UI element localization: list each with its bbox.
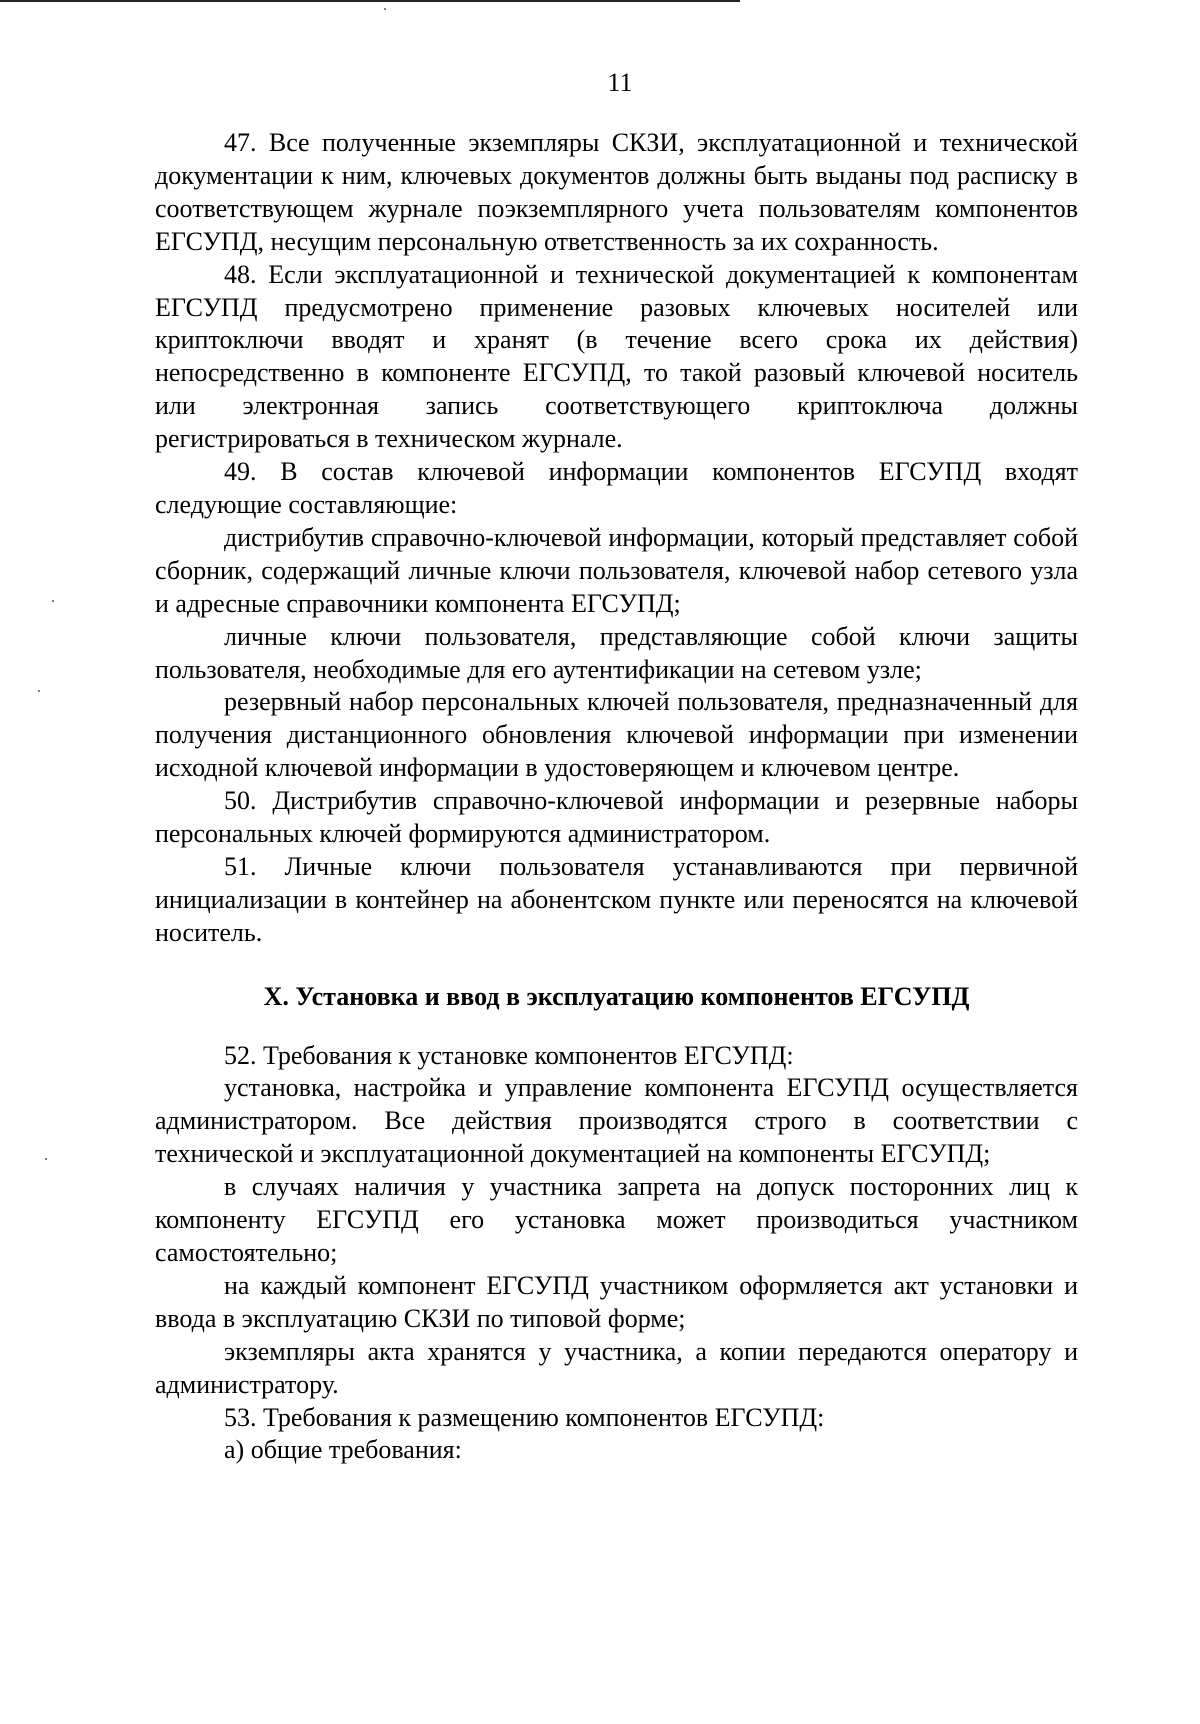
paragraph-49: 49. В состав ключевой информации компонентов ЕГСУПД входят следующие составляющие: <box>155 457 1078 519</box>
page-number: 11 <box>607 68 633 97</box>
scan-top-edge <box>0 0 740 2</box>
paragraph-48: 48. Если эксплуатационной и технической документацией к компонентам ЕГСУПД предусмотрено применение разовых ключевых носителей или криптоключи вводят и хранят (в течение всего срока их действия) непосредственно в компоненте ЕГСУПД, то такой разовый ключевой носитель или электронная запись соответствующего криптоключа должны регистрироваться в техническом журнале. <box>155 259 1078 454</box>
paragraph-47: 47. Все полученные экземпляры СКЗИ, эксплуатационной и технической документации к ним, ключевых документов должны быть выданы под расписку в соответствующем журнале поэкземплярного учета пользователям компонентов ЕГСУПД, несущим персональную ответственность за их сохранность. <box>155 128 1078 256</box>
document-body <box>155 127 1078 1467</box>
paragraph-52-item-act: на каждый компонент ЕГСУПД участником оформляется акт установки и ввода в эксплуатацию СКЗИ по типовой форме; <box>155 1270 1078 1333</box>
paragraph-52-item-self-install: в случаях наличия у участника запрета на допуск посторонних лиц к компоненту ЕГСУПД его установка может производиться участником самостоятельно; <box>155 1172 1078 1267</box>
paragraph-52-item-copies: экземпляры акта хранятся у участника, а копии передаются оператору и администратору. <box>155 1336 1078 1399</box>
paragraph-49-item-distributive: дистрибутив справочно-ключевой информации, который представляет собой сборник, содержащий личные ключи пользователя, ключевой набор сетевого узла и адресные справочники компонента ЕГСУПД; <box>155 522 1078 618</box>
paragraph-52: 52. Требования к установке компонентов ЕГСУПД: <box>224 1040 794 1070</box>
scan-speck <box>52 600 54 602</box>
paragraph-53: 53. Требования к размещению компонентов ЕГСУПД: <box>224 1402 825 1432</box>
paragraph-49-item-personal-keys: личные ключи пользователя, представляющие собой ключи защиты пользователя, необходимые для его аутентификации на сетевом узле; <box>155 621 1078 684</box>
paragraph-52-item-setup: установка, настройка и управление компонента ЕГСУПД осуществляется администратором. Все действия производятся строго в соответствии с технической и эксплуатационной документацией на компоненты ЕГСУПД; <box>155 1073 1078 1169</box>
section-heading: X. Установка и ввод в эксплуатацию компонентов ЕГСУПД <box>263 981 970 1011</box>
paragraph-50: 50. Дистрибутив справочно-ключевой информации и резервные наборы персональных ключей формируются администратором. <box>155 786 1078 849</box>
scan-speck <box>38 690 40 692</box>
scan-speck <box>384 8 386 10</box>
paragraph-49-item-backup-keys: резервный набор персональных ключей пользователя, предназначенный для получения дистанционного обновления ключевой информации при изменении исходной ключевой информации в удостоверяющем и ключевом центре. <box>155 687 1078 783</box>
paragraph-51: 51. Личные ключи пользователя устанавливаются при первичной инициализации в контейнер на абонентском пункте или переносятся на ключевой носитель. <box>155 851 1078 947</box>
paragraph-53-item-a: а) общие требования: <box>224 1435 462 1465</box>
scan-speck <box>45 1158 47 1160</box>
